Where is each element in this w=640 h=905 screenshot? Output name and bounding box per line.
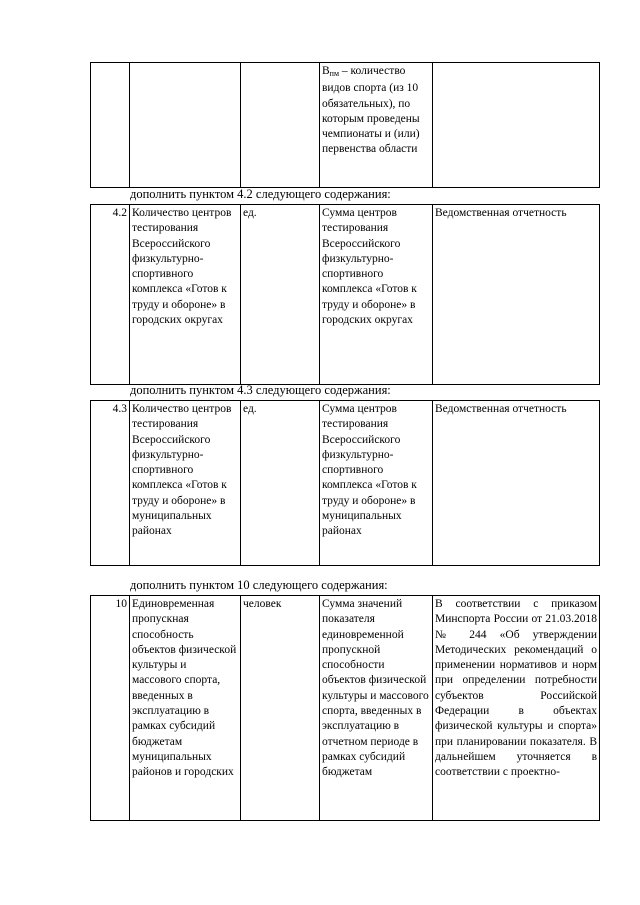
method-symbol: B: [322, 65, 330, 77]
cell-name: Количество центров тестирования Всероссийского физкультурно-спортивного комплекса «Готов к труду и обороне» в муниципальных районах: [130, 401, 241, 566]
table-fragment-top: [90, 62, 600, 188]
table-row: [91, 401, 600, 566]
cell-method: Сумма центров тестирования Всероссийского физкультурно-спортивного комплекса «Готов к труду и обороне» в муниципальных районах: [320, 401, 433, 566]
caption-add-10: дополнить пунктом 10 следующего содержания:: [130, 578, 388, 592]
cell-method: Сумма значений показателя единовременной пропускной способности объектов физической культуры и массового спорта, введенных в эксплуатацию в отчетном периоде в рамках субсидий бюджетам: [320, 596, 433, 821]
cell-unit: ед.: [241, 401, 320, 566]
table-row: [91, 596, 600, 821]
cell-unit: ед.: [241, 205, 320, 385]
cell-name: Единовременная пропускная способность объектов физической культуры и массового спорта, введенных в эксплуатацию в рамках субсидий бюджетам муниципальных районов и городских: [130, 596, 241, 821]
cell-unit: [241, 63, 320, 188]
cell-method: [320, 63, 433, 188]
table-item-4-3: [90, 400, 600, 566]
cell-name: [130, 63, 241, 188]
cell-num: 4.3: [91, 401, 130, 566]
cell-source: В соответствии с приказом Минспорта России от 21.03.2018 № 244 «Об утверждении Методических рекомендаций о применении нормативов и норм при определении потребности субъектов Российской Федерации в объектах физической культуры и спорта» при планировании показателя. В дальнейшем уточняется в соответствии с проектно-: [433, 596, 600, 821]
cell-name: Количество центров тестирования Всероссийского физкультурно-спортивного комплекса «Готов к труду и обороне» в городских округах: [130, 205, 241, 385]
caption-add-4-2: дополнить пунктом 4.2 следующего содержания:: [130, 187, 391, 201]
cell-num: 10: [91, 596, 130, 821]
cell-source: [433, 63, 600, 188]
table-row: [91, 205, 600, 385]
cell-num: [91, 63, 130, 188]
method-text: – количество видов спорта (из 10 обязательных), по которым проведены чемпионаты и (или) первенства области: [322, 65, 420, 156]
table-row: [91, 63, 600, 188]
method-subscript: пм: [329, 69, 340, 78]
caption-add-4-3: дополнить пунктом 4.3 следующего содержания:: [130, 383, 391, 397]
cell-source: Ведомственная отчетность: [433, 205, 600, 385]
cell-unit: человек: [241, 596, 320, 821]
table-item-10: [90, 595, 600, 821]
table-item-4-2: [90, 204, 600, 385]
cell-num: 4.2: [91, 205, 130, 385]
cell-method: Сумма центров тестирования Всероссийского физкультурно-спортивного комплекса «Готов к труду и обороне» в городских округах: [320, 205, 433, 385]
cell-source: Ведомственная отчетность: [433, 401, 600, 566]
